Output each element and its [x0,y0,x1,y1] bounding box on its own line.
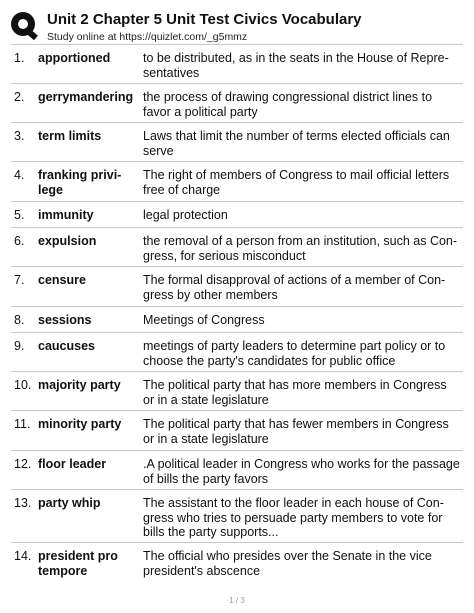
list-item [11,542,463,585]
item-number: 5. [14,208,25,222]
item-term: majority party [38,378,121,392]
item-number: 2. [14,90,25,104]
item-term: censure [38,273,86,287]
item-term: term limits [38,129,102,143]
item-definition: The formal disapproval of actions of a member of Con-gress by other members [143,273,446,302]
page-title: Unit 2 Chapter 5 Unit Test Civics Vocabulary [47,11,362,28]
list-item [11,410,463,451]
list-item [11,266,463,307]
list-item [11,450,463,490]
item-term: immunity [38,208,94,222]
list-item [11,201,463,228]
item-definition: The official who presides over the Senate in the vice president's abscence [143,549,432,578]
item-term: sessions [38,313,92,327]
item-number: 11. [14,417,31,431]
item-definition: The political party that has more members in Congress or in a state legislature [143,378,447,407]
list-item [11,371,463,411]
item-definition: The assistant to the floor leader in each house of Con-gress who tries to persuade party members to vote for bills the party supports... [143,496,444,539]
page-number: 1 / 3 [229,596,245,605]
item-number: 14. [14,549,32,563]
item-term: gerrymandering [38,90,134,104]
item-number: 13. [14,496,32,510]
list-item [11,489,463,543]
item-definition: The right of members of Congress to mail official letters free of charge [143,168,450,197]
list-item [11,44,463,84]
item-definition: the removal of a person from an institution, such as Con-gress, for serious misconduct [143,234,458,263]
item-term: party whip [38,496,101,510]
list-item [11,227,463,267]
item-definition: .A political leader in Congress who works for the passage of bills the party favors [143,457,460,486]
list-item [11,161,463,202]
quizlet-logo-icon [11,12,35,36]
item-number: 3. [14,129,25,143]
item-number: 6. [14,234,25,248]
item-definition: the process of drawing congressional district lines to favor a political party [143,90,433,119]
item-term: president pro tempore [38,549,118,578]
item-definition: Laws that limit the number of terms elected officials can serve [143,129,450,158]
item-term: expulsion [38,234,97,248]
item-number: 10. [14,378,32,392]
item-number: 9. [14,339,25,353]
item-definition: to be distributed, as in the seats in the House of Repre-sentatives [143,51,449,80]
item-definition: legal protection [143,208,228,222]
item-number: 12. [14,457,32,471]
page-subtitle: Study online at https://quizlet.com/_g5mmz [47,31,248,43]
item-definition: Meetings of Congress [143,313,265,327]
document-header [11,9,463,47]
item-definition: meetings of party leaders to determine part policy or to choose the party's candidates for public office [143,339,446,368]
item-number: 7. [14,273,25,287]
item-term: floor leader [38,457,107,471]
list-item [11,306,463,333]
item-definition: The political party that has fewer members in Congress or in a state legislature [143,417,449,446]
item-number: 4. [14,168,25,182]
item-term: caucuses [38,339,95,353]
item-term: apportioned [38,51,111,65]
item-number: 1. [14,51,25,65]
item-term: franking privi-lege [38,168,122,197]
list-item [11,83,463,123]
item-term: minority party [38,417,122,431]
list-item [11,332,463,372]
item-number: 8. [14,313,25,327]
list-item [11,122,463,162]
